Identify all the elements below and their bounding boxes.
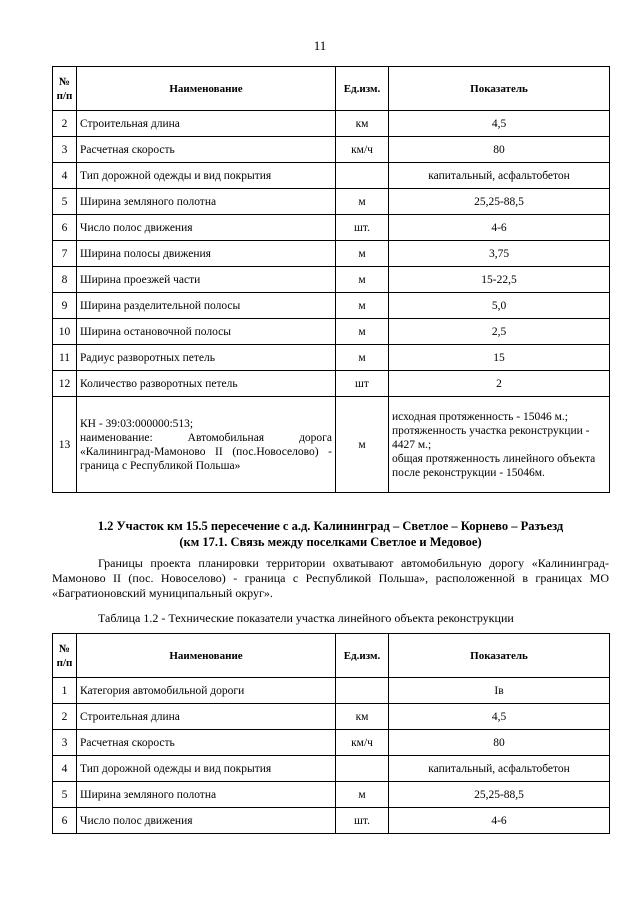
table-header-row — [53, 67, 610, 111]
table-header-row — [53, 634, 610, 678]
cell-value-line: исходная протяженность - 15046 м.; — [392, 410, 568, 423]
cell-value: 25,25-88,5 — [389, 782, 610, 808]
table-row — [53, 782, 610, 808]
cell-name: Строительная длина — [77, 111, 336, 137]
cell-unit: м — [336, 189, 389, 215]
section-title — [52, 518, 609, 550]
cell-value: 4-6 — [389, 808, 610, 834]
cell-value: 3,75 — [389, 241, 610, 267]
cell-unit — [336, 756, 389, 782]
cell-name: Число полос движения — [77, 808, 336, 834]
cell-unit: шт. — [336, 808, 389, 834]
cell-unit: км/ч — [336, 137, 389, 163]
cell-name: Ширина разделительной полосы — [77, 293, 336, 319]
cell-num: 9 — [53, 293, 77, 319]
table-row — [53, 111, 610, 137]
cell-num: 2 — [53, 111, 77, 137]
cell-unit: м — [336, 267, 389, 293]
technical-table-1 — [52, 66, 610, 493]
cell-unit: км/ч — [336, 730, 389, 756]
table-row — [53, 189, 610, 215]
cell-name: Расчетная скорость — [77, 137, 336, 163]
cell-name: Количество разворотных петель — [77, 371, 336, 397]
cell-num: 4 — [53, 756, 77, 782]
cell-unit: м — [336, 319, 389, 345]
cell-name: Строительная длина — [77, 704, 336, 730]
cell-unit: км — [336, 704, 389, 730]
cell-unit: м — [336, 293, 389, 319]
cell-value: 80 — [389, 137, 610, 163]
header-unit: Ед.изм. — [336, 67, 389, 111]
cell-value: 4,5 — [389, 704, 610, 730]
table-row — [53, 704, 610, 730]
cell-value: Iв — [389, 678, 610, 704]
cell-value: 25,25-88,5 — [389, 189, 610, 215]
table-row — [53, 241, 610, 267]
cell-num: 6 — [53, 215, 77, 241]
header-name: Наименование — [77, 67, 336, 111]
cell-num: 10 — [53, 319, 77, 345]
cell-value: 2,5 — [389, 319, 610, 345]
cell-value-line: протяженность участка реконструкции - 4427 м.; — [392, 424, 590, 451]
cell-name: Ширина остановочной полосы — [77, 319, 336, 345]
cell-num: 7 — [53, 241, 77, 267]
cell-num: 13 — [53, 397, 77, 493]
cell-name: Тип дорожной одежды и вид покрытия — [77, 163, 336, 189]
table-row — [53, 267, 610, 293]
cell-value: 80 — [389, 730, 610, 756]
table-row — [53, 371, 610, 397]
cell-value: 4,5 — [389, 111, 610, 137]
body-paragraph: Границы проекта планировки территории охватывают автомобильную дорогу «Калининград-Мамоново II (пос. Новоселово) - граница с Республикой Польша», расположенной в границах МО «Багратионовский муниципальный округ». — [52, 556, 609, 600]
table-row — [53, 756, 610, 782]
cell-unit: шт. — [336, 215, 389, 241]
cell-value: 5,0 — [389, 293, 610, 319]
cell-unit: м — [336, 345, 389, 371]
table-row — [53, 163, 610, 189]
cell-num: 3 — [53, 730, 77, 756]
table-row — [53, 808, 610, 834]
cell-unit — [336, 678, 389, 704]
cell-value: 15 — [389, 345, 610, 371]
cell-value: 15-22,5 — [389, 267, 610, 293]
cell-value: 4-6 — [389, 215, 610, 241]
table-caption: Таблица 1.2 - Технические показатели участка линейного объекта реконструкции — [98, 611, 514, 625]
cell-name-line: КН - 39:03:000000:513; — [80, 417, 194, 430]
cell-unit: км — [336, 111, 389, 137]
header-name: Наименование — [77, 634, 336, 678]
cell-unit — [336, 163, 389, 189]
table-row — [53, 137, 610, 163]
table-row — [53, 319, 610, 345]
cell-name: Ширина земляного полотна — [77, 782, 336, 808]
table-row — [53, 215, 610, 241]
cell-num: 5 — [53, 782, 77, 808]
page-number: 11 — [313, 38, 327, 53]
cell-unit: м — [336, 241, 389, 267]
cell-name: Ширина проезжей части — [77, 267, 336, 293]
cell-num: 8 — [53, 267, 77, 293]
cell-num: 2 — [53, 704, 77, 730]
section-title-line: 1.2 Участок км 15.5 пересечение с а.д. Калининград – Светлое – Корнево – Разъезд — [97, 519, 564, 533]
cell-name-line: наименование: Автомобильная дорога «Калининград-Мамоново II (пос.Новоселово) - граница с Республикой Польша» — [80, 431, 332, 472]
table-row — [53, 730, 610, 756]
header-value: Показатель — [389, 67, 610, 111]
cell-value: капитальный, асфальтобетон — [389, 163, 610, 189]
cell-num: 4 — [53, 163, 77, 189]
cell-name: Ширина земляного полотна — [77, 189, 336, 215]
cell-num: 6 — [53, 808, 77, 834]
cell-name: Тип дорожной одежды и вид покрытия — [77, 756, 336, 782]
table-row — [53, 678, 610, 704]
cell-num: 5 — [53, 189, 77, 215]
table2-body — [53, 678, 610, 834]
cell-unit: м — [336, 782, 389, 808]
header-num: № п/п — [53, 634, 77, 678]
table1-body — [53, 111, 610, 397]
cell-value: капитальный, асфальтобетон — [389, 756, 610, 782]
cell-num: 1 — [53, 678, 77, 704]
cell-num: 12 — [53, 371, 77, 397]
cell-name: Радиус разворотных петель — [77, 345, 336, 371]
cell-name — [77, 397, 336, 493]
table-row — [53, 293, 610, 319]
cell-unit: шт — [336, 371, 389, 397]
section-title-line: (км 17.1. Связь между поселками Светлое и Медовое) — [179, 535, 482, 549]
cell-value-line: общая протяженность линейного объекта после реконструкции - 15046м. — [392, 452, 596, 479]
cell-num: 3 — [53, 137, 77, 163]
table-row — [53, 345, 610, 371]
header-num: № п/п — [53, 67, 77, 111]
table-row — [53, 397, 610, 493]
cell-value — [389, 397, 610, 493]
cell-name: Категория автомобильной дороги — [77, 678, 336, 704]
cell-name: Ширина полосы движения — [77, 241, 336, 267]
cell-name: Расчетная скорость — [77, 730, 336, 756]
header-value: Показатель — [389, 634, 610, 678]
header-unit: Ед.изм. — [336, 634, 389, 678]
cell-value: 2 — [389, 371, 610, 397]
cell-name: Число полос движения — [77, 215, 336, 241]
cell-unit: м — [336, 397, 389, 493]
cell-num: 11 — [53, 345, 77, 371]
technical-table-2 — [52, 633, 610, 834]
